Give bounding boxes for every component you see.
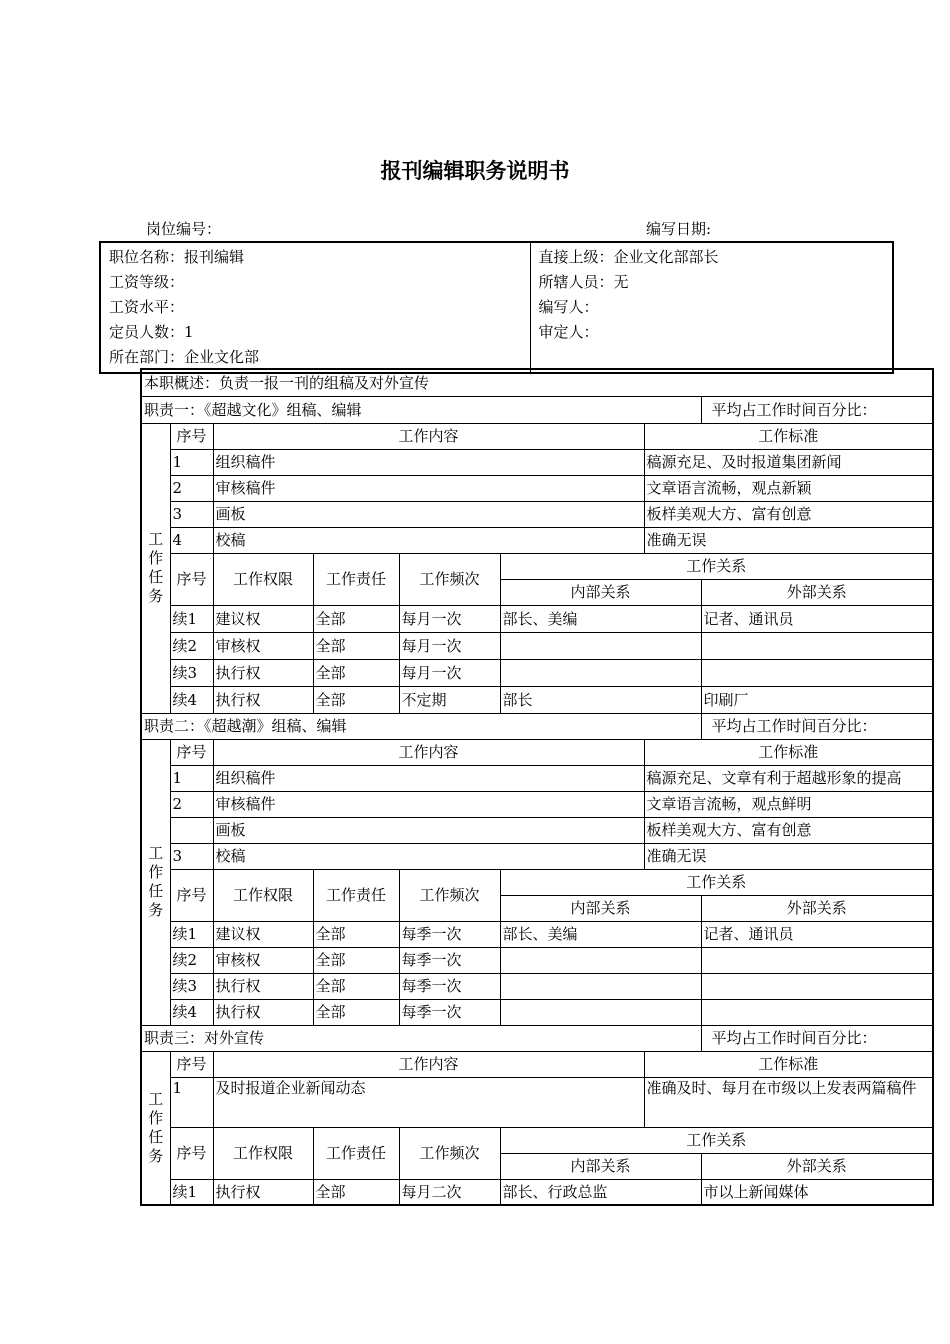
rel-authority: 审核权 — [213, 632, 313, 659]
relation-row — [141, 632, 933, 659]
rel-responsibility: 全部 — [313, 659, 399, 686]
rel-external — [701, 632, 933, 659]
seq-header: 序号 — [170, 1127, 213, 1179]
rel-responsibility: 全部 — [313, 999, 399, 1025]
internal-header: 内部关系 — [500, 1153, 701, 1179]
salary-level: 工资水平： — [109, 298, 185, 316]
rel-frequency: 每月一次 — [399, 659, 500, 686]
rel-seq: 续3 — [170, 659, 213, 686]
rel-internal — [500, 632, 701, 659]
rel-frequency: 每季一次 — [399, 947, 500, 973]
rel-internal: 部长、美编 — [500, 605, 701, 632]
relation-row — [141, 921, 933, 947]
rel-responsibility: 全部 — [313, 632, 399, 659]
standard-header: 工作标准 — [644, 739, 933, 765]
rel-frequency: 每月二次 — [399, 1179, 500, 1205]
authority-header: 工作权限 — [213, 1127, 313, 1179]
frequency-header: 工作频次 — [399, 869, 500, 921]
content-header: 工作内容 — [213, 423, 644, 449]
rel-seq: 续4 — [170, 999, 213, 1025]
duty-heading: 职责二：《超越潮》组稿、编辑 — [141, 713, 701, 739]
authority-header: 工作权限 — [213, 553, 313, 605]
relation-row — [141, 947, 933, 973]
task-standard: 板样美观大方、富有创意 — [644, 501, 933, 527]
rel-authority: 审核权 — [213, 947, 313, 973]
task-seq: 4 — [170, 527, 213, 553]
rel-authority: 执行权 — [213, 973, 313, 999]
rel-responsibility: 全部 — [313, 1179, 399, 1205]
external-header: 外部关系 — [701, 1153, 933, 1179]
rel-external — [701, 659, 933, 686]
rel-external: 记者、通讯员 — [701, 605, 933, 632]
rel-seq: 续2 — [170, 632, 213, 659]
external-header: 外部关系 — [701, 579, 933, 605]
rel-internal — [500, 659, 701, 686]
page-title: 报刊编辑职务说明书 — [380, 159, 570, 183]
rel-responsibility: 全部 — [313, 973, 399, 999]
rel-external: 记者、通讯员 — [701, 921, 933, 947]
work-task-label: 工作任务 — [141, 1051, 170, 1205]
rel-internal: 部长、美编 — [500, 921, 701, 947]
standard-header: 工作标准 — [644, 1051, 933, 1077]
rel-authority: 执行权 — [213, 1179, 313, 1205]
task-content: 校稿 — [213, 843, 644, 869]
rel-external: 印刷厂 — [701, 686, 933, 713]
task-row — [141, 791, 933, 817]
task-standard: 文章语言流畅，观点新颖 — [644, 475, 933, 501]
rel-seq: 续1 — [170, 605, 213, 632]
relation-header: 工作关系 — [500, 553, 933, 579]
job-summary: 本职概述：负责一报一刊的组稿及对外宣传 — [141, 369, 933, 396]
relation-header: 工作关系 — [500, 869, 933, 895]
headcount: 定员人数：1 — [109, 323, 194, 341]
info-left-column — [100, 242, 530, 373]
rel-frequency: 每季一次 — [399, 921, 500, 947]
author: 编写人： — [538, 298, 599, 316]
responsibility-header: 工作责任 — [313, 869, 399, 921]
task-content: 画板 — [213, 817, 644, 843]
task-content: 组织稿件 — [213, 765, 644, 791]
job-title: 职位名称：报刊编辑 — [109, 248, 245, 266]
task-standard: 板样美观大方、富有创意 — [644, 817, 933, 843]
task-row — [141, 527, 933, 553]
duty-heading-row — [141, 713, 933, 739]
task-seq: 1 — [170, 1077, 213, 1127]
task-standard: 稿源充足、及时报道集团新闻 — [644, 449, 933, 475]
task-row — [141, 449, 933, 475]
rel-responsibility: 全部 — [313, 921, 399, 947]
task-seq: 1 — [170, 765, 213, 791]
frequency-header: 工作频次 — [399, 553, 500, 605]
task-seq: 2 — [170, 475, 213, 501]
direct-superior: 直接上级：企业文化部部长 — [538, 248, 719, 266]
rel-internal — [500, 947, 701, 973]
external-header: 外部关系 — [701, 895, 933, 921]
rel-frequency: 不定期 — [399, 686, 500, 713]
basic-info-table — [99, 241, 894, 374]
rel-internal — [500, 973, 701, 999]
relation-row — [141, 605, 933, 632]
internal-header: 内部关系 — [500, 895, 701, 921]
relation-header: 工作关系 — [500, 1127, 933, 1153]
rel-external — [701, 999, 933, 1025]
rel-seq: 续2 — [170, 947, 213, 973]
relation-row — [141, 973, 933, 999]
rel-authority: 建议权 — [213, 921, 313, 947]
rel-external: 市以上新闻媒体 — [701, 1179, 933, 1205]
rel-internal: 部长 — [500, 686, 701, 713]
rel-internal: 部长、行政总监 — [500, 1179, 701, 1205]
relation-row — [141, 659, 933, 686]
work-task-label: 工作任务 — [141, 423, 170, 713]
rel-seq: 续1 — [170, 1179, 213, 1205]
rel-seq: 续1 — [170, 921, 213, 947]
time-percent-label: 平均占工作时间百分比： — [701, 713, 933, 739]
duties-table — [140, 368, 934, 1206]
seq-header: 序号 — [170, 1051, 213, 1077]
rel-internal — [500, 999, 701, 1025]
seq-header: 序号 — [170, 553, 213, 605]
duty-heading-row — [141, 396, 933, 423]
authority-header: 工作权限 — [213, 869, 313, 921]
salary-grade: 工资等级： — [109, 273, 185, 291]
responsibility-header: 工作责任 — [313, 1127, 399, 1179]
rel-seq: 续3 — [170, 973, 213, 999]
task-content: 组织稿件 — [213, 449, 644, 475]
work-task-label: 工作任务 — [141, 739, 170, 1025]
frequency-header: 工作频次 — [399, 1127, 500, 1179]
task-standard: 准确及时、每月在市级以上发表两篇稿件 — [644, 1077, 933, 1127]
content-header: 工作内容 — [213, 739, 644, 765]
task-seq: 1 — [170, 449, 213, 475]
rel-external — [701, 947, 933, 973]
task-content: 校稿 — [213, 527, 644, 553]
task-row — [141, 843, 933, 869]
internal-header: 内部关系 — [500, 579, 701, 605]
rel-authority: 建议权 — [213, 605, 313, 632]
standard-header: 工作标准 — [644, 423, 933, 449]
rel-authority: 执行权 — [213, 686, 313, 713]
rel-external — [701, 973, 933, 999]
task-content: 审核稿件 — [213, 475, 644, 501]
rel-frequency: 每月一次 — [399, 605, 500, 632]
task-row — [141, 501, 933, 527]
seq-header: 序号 — [170, 423, 213, 449]
task-row — [141, 765, 933, 791]
task-seq: 3 — [170, 843, 213, 869]
task-row — [141, 817, 933, 843]
task-seq — [170, 817, 213, 843]
task-row — [141, 1077, 933, 1127]
rel-frequency: 每季一次 — [399, 999, 500, 1025]
write-date-label: 编写日期: — [646, 220, 712, 238]
task-standard: 文章语言流畅，观点鲜明 — [644, 791, 933, 817]
time-percent-label: 平均占工作时间百分比： — [701, 1025, 933, 1051]
reviewer: 审定人： — [538, 323, 599, 341]
rel-responsibility: 全部 — [313, 686, 399, 713]
rel-authority: 执行权 — [213, 999, 313, 1025]
task-seq: 2 — [170, 791, 213, 817]
duty-heading-row — [141, 1025, 933, 1051]
task-standard: 准确无误 — [644, 527, 933, 553]
rel-authority: 执行权 — [213, 659, 313, 686]
relation-row — [141, 686, 933, 713]
task-standard: 准确无误 — [644, 843, 933, 869]
rel-frequency: 每月一次 — [399, 632, 500, 659]
time-percent-label: 平均占工作时间百分比： — [701, 396, 933, 423]
task-content: 及时报道企业新闻动态 — [213, 1077, 644, 1127]
content-header: 工作内容 — [213, 1051, 644, 1077]
seq-header: 序号 — [170, 739, 213, 765]
rel-frequency: 每季一次 — [399, 973, 500, 999]
task-row — [141, 475, 933, 501]
relation-row — [141, 999, 933, 1025]
duty-heading: 职责一：《超越文化》组稿、编辑 — [141, 396, 701, 423]
subordinates: 所辖人员：无 — [538, 273, 629, 291]
responsibility-header: 工作责任 — [313, 553, 399, 605]
relation-row — [141, 1179, 933, 1205]
rel-responsibility: 全部 — [313, 947, 399, 973]
seq-header: 序号 — [170, 869, 213, 921]
task-standard: 稿源充足、文章有利于超越形象的提高 — [644, 765, 933, 791]
task-content: 画板 — [213, 501, 644, 527]
position-code-label: 岗位编号： — [146, 220, 222, 238]
info-right-column — [530, 242, 893, 373]
task-content: 审核稿件 — [213, 791, 644, 817]
rel-responsibility: 全部 — [313, 605, 399, 632]
duty-heading: 职责三：对外宣传 — [141, 1025, 701, 1051]
task-seq: 3 — [170, 501, 213, 527]
department: 所在部门：企业文化部 — [109, 348, 260, 366]
rel-seq: 续4 — [170, 686, 213, 713]
